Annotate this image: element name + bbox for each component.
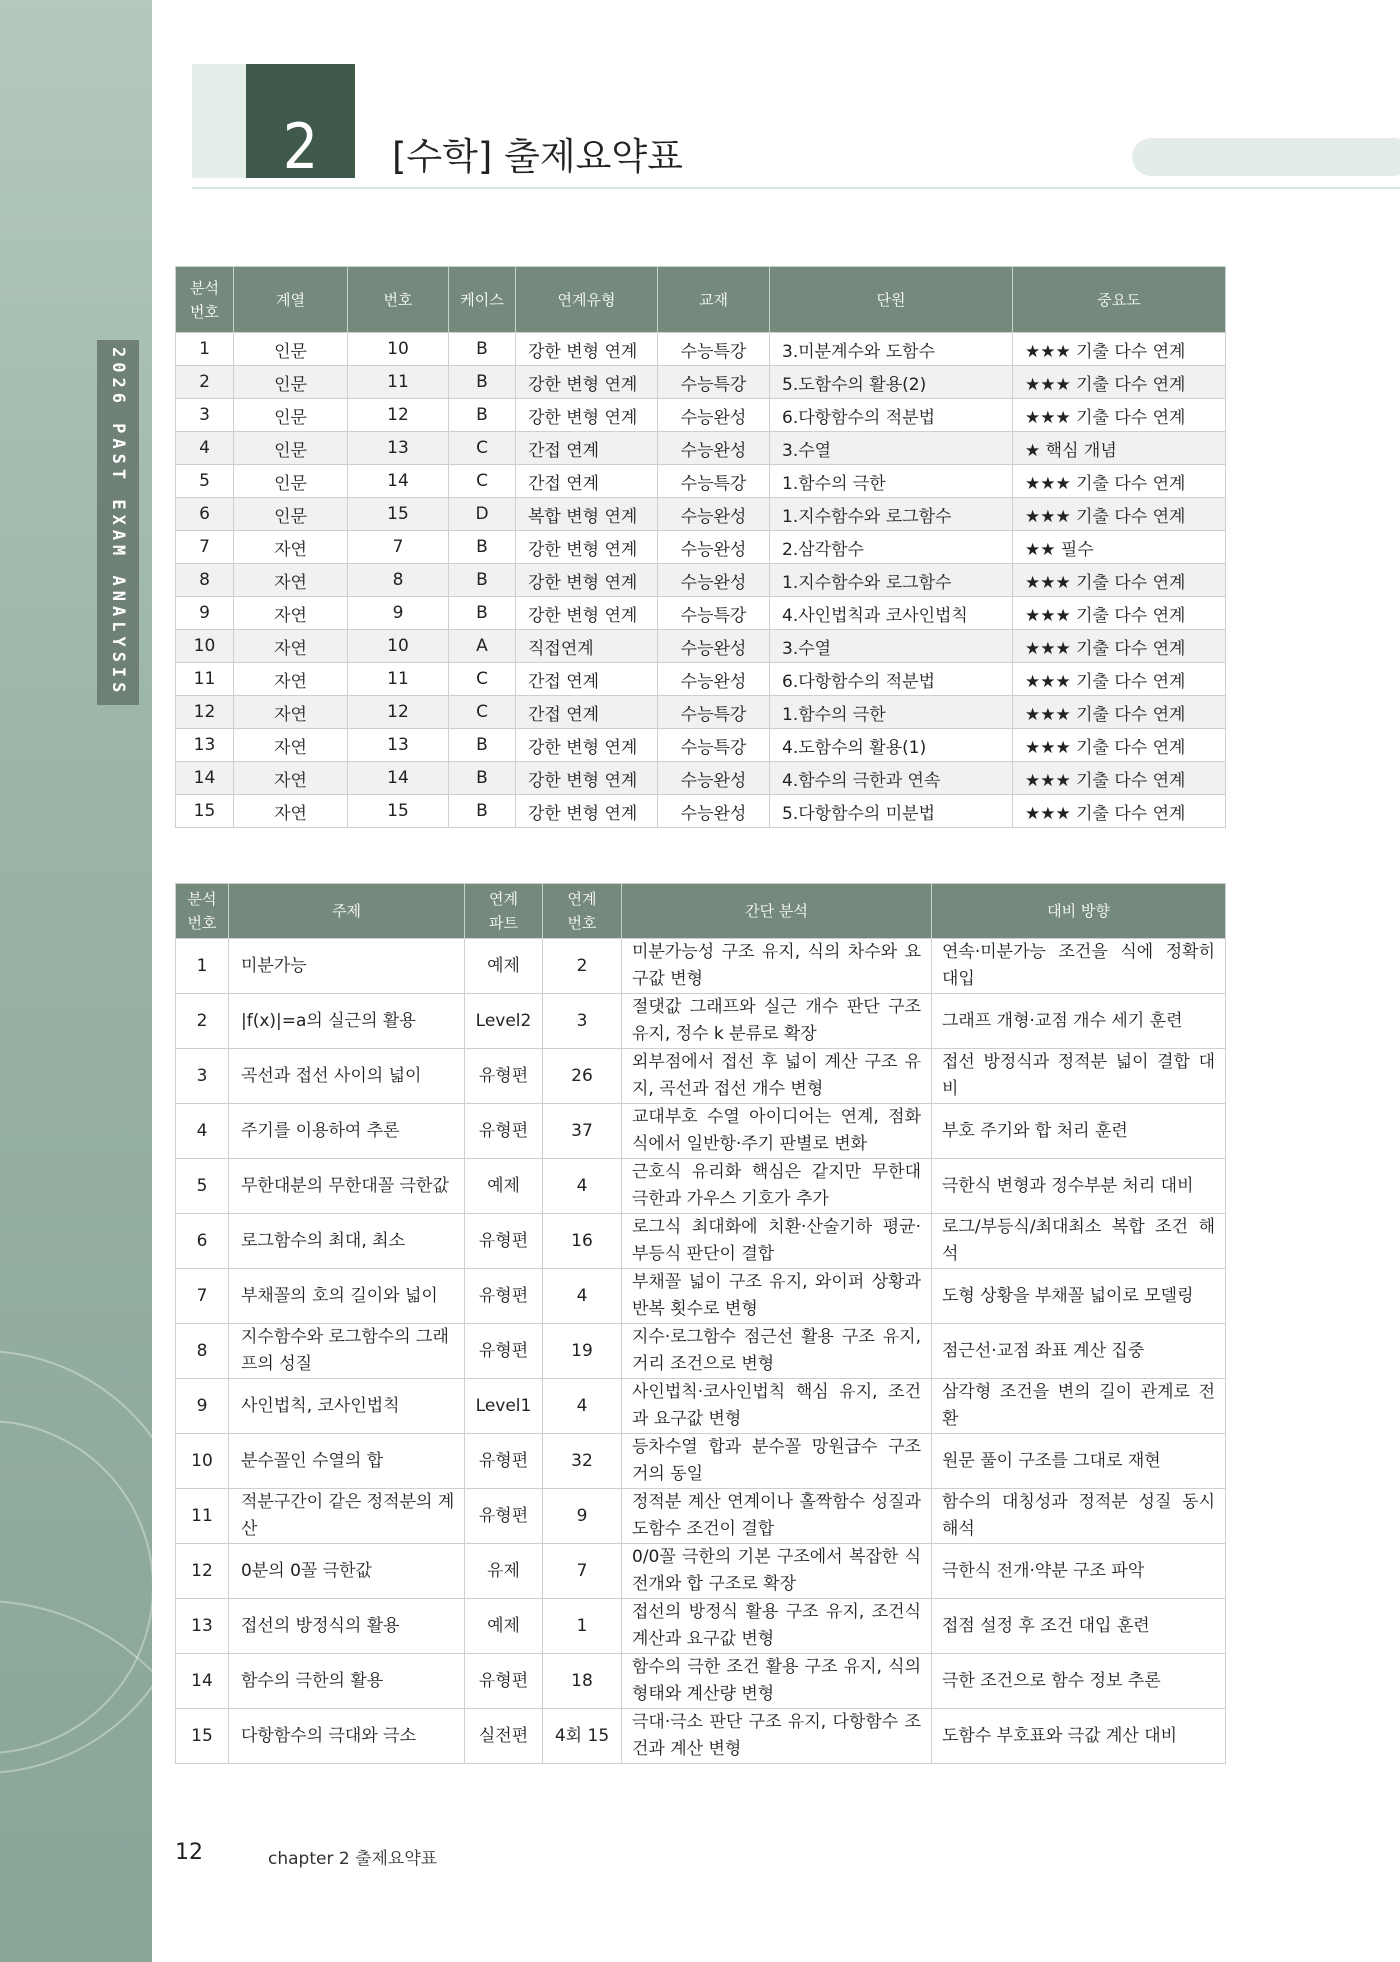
table-cell: 수능특강: [658, 465, 770, 498]
column-header: 계열: [234, 267, 348, 333]
table-cell: 강한 변형 연계: [516, 762, 658, 795]
table-cell: 13: [176, 1599, 229, 1654]
table-cell: 15: [348, 795, 449, 828]
column-header: 주제: [229, 884, 465, 939]
table-cell: 접선의 방정식 활용 구조 유지, 조건식 계산과 요구값 변형: [622, 1599, 932, 1654]
table-cell: 자연: [234, 531, 348, 564]
analysis-table: [175, 883, 1226, 1764]
table-cell: 9: [543, 1489, 622, 1544]
table-cell: 인문: [234, 333, 348, 366]
table-cell: 13: [348, 432, 449, 465]
table-cell: 사인법칙, 코사인법칙: [229, 1379, 465, 1434]
table-cell: 8: [176, 1324, 229, 1379]
table-cell: 유형편: [465, 1104, 543, 1159]
table-cell: ★★★ 기출 다수 연계: [1013, 597, 1226, 630]
table-cell: 접선 방정식과 정적분 넓이 결합 대비: [932, 1049, 1226, 1104]
table-cell: 분수꼴인 수열의 합: [229, 1434, 465, 1489]
column-header: 번호: [348, 267, 449, 333]
table-cell: 극한식 전개·약분 구조 파악: [932, 1544, 1226, 1599]
table-row: [176, 1324, 1226, 1379]
table-row: [176, 1434, 1226, 1489]
table-cell: 5: [176, 465, 234, 498]
table-cell: 9: [348, 597, 449, 630]
table-row: [176, 432, 1226, 465]
table-cell: C: [449, 465, 516, 498]
table-cell: 4.도함수의 활용(1): [770, 729, 1013, 762]
table-cell: 3.수열: [770, 432, 1013, 465]
table-cell: 12: [348, 696, 449, 729]
table-cell: B: [449, 564, 516, 597]
table-cell: B: [449, 795, 516, 828]
table-cell: 3: [543, 994, 622, 1049]
table-cell: 극한 조건으로 함수 정보 추론: [932, 1654, 1226, 1709]
table-cell: 2: [176, 366, 234, 399]
table-cell: 인문: [234, 465, 348, 498]
table-cell: 11: [348, 663, 449, 696]
table-cell: 함수의 극한 조건 활용 구조 유지, 식의 형태와 계산량 변형: [622, 1654, 932, 1709]
table-cell: 14: [176, 1654, 229, 1709]
table-cell: 14: [176, 762, 234, 795]
table-row: [176, 1104, 1226, 1159]
table-cell: 8: [348, 564, 449, 597]
table-row: [176, 1269, 1226, 1324]
table-cell: 유형편: [465, 1324, 543, 1379]
table-cell: 지수·로그함수 점근선 활용 구조 유지, 거리 조건으로 변형: [622, 1324, 932, 1379]
table-row: [176, 1159, 1226, 1214]
table-cell: 정적분 계산 연계이나 홀짝함수 성질과 도함수 조건이 결합: [622, 1489, 932, 1544]
table-cell: 6: [176, 498, 234, 531]
table-row: [176, 795, 1226, 828]
table-cell: ★★★ 기출 다수 연계: [1013, 696, 1226, 729]
table-cell: 곡선과 접선 사이의 넓이: [229, 1049, 465, 1104]
table-cell: 강한 변형 연계: [516, 333, 658, 366]
table-row: [176, 1544, 1226, 1599]
table-cell: 5.다항함수의 미분법: [770, 795, 1013, 828]
table-cell: 점근선·교점 좌표 계산 집중: [932, 1324, 1226, 1379]
table-cell: 1.지수함수와 로그함수: [770, 498, 1013, 531]
table-cell: 수능완성: [658, 795, 770, 828]
table-cell: B: [449, 366, 516, 399]
table-cell: Level1: [465, 1379, 543, 1434]
table-cell: ★★★ 기출 다수 연계: [1013, 663, 1226, 696]
table-row: [176, 1709, 1226, 1764]
table-cell: 26: [543, 1049, 622, 1104]
table-cell: D: [449, 498, 516, 531]
table-cell: 유형편: [465, 1654, 543, 1709]
column-header: 케이스: [449, 267, 516, 333]
table-cell: 수능특강: [658, 729, 770, 762]
table-row: [176, 333, 1226, 366]
table-cell: 15: [176, 795, 234, 828]
table-cell: 강한 변형 연계: [516, 399, 658, 432]
table-cell: 4회 15: [543, 1709, 622, 1764]
table-cell: 지수함수와 로그함수의 그래프의 성질: [229, 1324, 465, 1379]
table-cell: 유형편: [465, 1269, 543, 1324]
table-cell: 4.함수의 극한과 연속: [770, 762, 1013, 795]
table-row: [176, 1379, 1226, 1434]
table-cell: 7: [543, 1544, 622, 1599]
column-header: 단원: [770, 267, 1013, 333]
table-cell: 3: [176, 399, 234, 432]
table-cell: 자연: [234, 663, 348, 696]
table-cell: ★★★ 기출 다수 연계: [1013, 729, 1226, 762]
table-cell: 유형편: [465, 1049, 543, 1104]
table-row: [176, 597, 1226, 630]
table-cell: 7: [176, 531, 234, 564]
table-cell: 자연: [234, 795, 348, 828]
table-cell: 7: [176, 1269, 229, 1324]
table-cell: 6.다항함수의 적분법: [770, 663, 1013, 696]
table-cell: 37: [543, 1104, 622, 1159]
table-cell: 예제: [465, 1599, 543, 1654]
table-cell: 11: [348, 366, 449, 399]
table-cell: B: [449, 399, 516, 432]
table-cell: B: [449, 333, 516, 366]
table-cell: 자연: [234, 729, 348, 762]
table-cell: C: [449, 696, 516, 729]
table-cell: 자연: [234, 696, 348, 729]
table-cell: 5: [176, 1159, 229, 1214]
table-row: [176, 366, 1226, 399]
table-cell: 15: [176, 1709, 229, 1764]
table-cell: 수능완성: [658, 498, 770, 531]
table-cell: 4: [543, 1379, 622, 1434]
table-cell: 14: [348, 762, 449, 795]
table-cell: ★★★ 기출 다수 연계: [1013, 564, 1226, 597]
column-header: 연계 파트: [465, 884, 543, 939]
table-cell: 18: [543, 1654, 622, 1709]
table-row: [176, 994, 1226, 1049]
table-cell: 극대·극소 판단 구조 유지, 다항함수 조건과 계산 변형: [622, 1709, 932, 1764]
table-cell: 11: [176, 663, 234, 696]
table-cell: 6.다항함수의 적분법: [770, 399, 1013, 432]
table-row: [176, 1489, 1226, 1544]
table-cell: 6: [176, 1214, 229, 1269]
table-cell: ★★★ 기출 다수 연계: [1013, 762, 1226, 795]
table-cell: 미분가능성 구조 유지, 식의 차수와 요구값 변형: [622, 939, 932, 994]
table-cell: 3.미분계수와 도함수: [770, 333, 1013, 366]
table-cell: 유형편: [465, 1489, 543, 1544]
table-cell: 4: [176, 1104, 229, 1159]
column-header: 대비 방향: [932, 884, 1226, 939]
table-cell: C: [449, 663, 516, 696]
table-cell: 주기를 이용하여 추론: [229, 1104, 465, 1159]
table-cell: 1.함수의 극한: [770, 696, 1013, 729]
table-cell: 다항함수의 극대와 극소: [229, 1709, 465, 1764]
table-cell: 강한 변형 연계: [516, 564, 658, 597]
table-cell: 수능완성: [658, 564, 770, 597]
table-cell: 12: [348, 399, 449, 432]
table-cell: ★★★ 기출 다수 연계: [1013, 333, 1226, 366]
column-header: 연계유형: [516, 267, 658, 333]
table-cell: 1.함수의 극한: [770, 465, 1013, 498]
table-cell: ★★★ 기출 다수 연계: [1013, 465, 1226, 498]
column-header: 교재: [658, 267, 770, 333]
column-header: 분석 번호: [176, 267, 234, 333]
table-cell: 8: [176, 564, 234, 597]
table-row: [176, 1049, 1226, 1104]
table-cell: ★★★ 기출 다수 연계: [1013, 498, 1226, 531]
table-cell: 예제: [465, 1159, 543, 1214]
table-cell: 32: [543, 1434, 622, 1489]
page-number: 12: [175, 1840, 203, 1865]
table-cell: B: [449, 729, 516, 762]
table-cell: 10: [348, 333, 449, 366]
table-cell: 로그/부등식/최대최소 복합 조건 해석: [932, 1214, 1226, 1269]
table-cell: 7: [348, 531, 449, 564]
table-cell: 수능완성: [658, 399, 770, 432]
table-cell: 간접 연계: [516, 465, 658, 498]
table-cell: 강한 변형 연계: [516, 531, 658, 564]
table-cell: 자연: [234, 630, 348, 663]
table-cell: 실전편: [465, 1709, 543, 1764]
table-cell: 4: [176, 432, 234, 465]
table-cell: C: [449, 432, 516, 465]
table-cell: 자연: [234, 597, 348, 630]
table-cell: 교대부호 수열 아이디어는 연계, 점화식에서 일반항·주기 판별로 변화: [622, 1104, 932, 1159]
table-cell: 15: [348, 498, 449, 531]
table-cell: 10: [176, 1434, 229, 1489]
table-row: [176, 939, 1226, 994]
column-header: 분석 번호: [176, 884, 229, 939]
table-cell: 수능완성: [658, 432, 770, 465]
table-cell: 유제: [465, 1544, 543, 1599]
column-header: 중요도: [1013, 267, 1226, 333]
table-cell: 3: [176, 1049, 229, 1104]
table-cell: 11: [176, 1489, 229, 1544]
table-cell: 그래프 개형·교점 개수 세기 훈련: [932, 994, 1226, 1049]
table-cell: 부호 주기와 합 처리 훈련: [932, 1104, 1226, 1159]
table-cell: 10: [176, 630, 234, 663]
header-divider: [192, 187, 1400, 189]
table-cell: 수능완성: [658, 762, 770, 795]
table-cell: 직접연계: [516, 630, 658, 663]
table-cell: 10: [348, 630, 449, 663]
table-row: [176, 1599, 1226, 1654]
table-cell: 부채꼴 넓이 구조 유지, 와이퍼 상황과 반복 횟수로 변형: [622, 1269, 932, 1324]
table-cell: 미분가능: [229, 939, 465, 994]
table-cell: 2.삼각함수: [770, 531, 1013, 564]
table-row: [176, 399, 1226, 432]
table-row: [176, 564, 1226, 597]
table-cell: 극한식 변형과 정수부분 처리 대비: [932, 1159, 1226, 1214]
table-cell: 도형 상황을 부채꼴 넓이로 모델링: [932, 1269, 1226, 1324]
side-label: 2026 PAST EXAM ANALYSIS: [97, 340, 139, 705]
table-row: [176, 729, 1226, 762]
table-cell: 수능완성: [658, 531, 770, 564]
table-cell: 강한 변형 연계: [516, 597, 658, 630]
table-cell: 13: [348, 729, 449, 762]
table-cell: 14: [348, 465, 449, 498]
table-cell: 복합 변형 연계: [516, 498, 658, 531]
table-cell: 간접 연계: [516, 663, 658, 696]
table-cell: B: [449, 597, 516, 630]
table-cell: A: [449, 630, 516, 663]
table-cell: 무한대분의 무한대꼴 극한값: [229, 1159, 465, 1214]
table-cell: 9: [176, 1379, 229, 1434]
table-cell: 간접 연계: [516, 696, 658, 729]
table-cell: 근호식 유리화 핵심은 같지만 무한대 극한과 가우스 기호가 추가: [622, 1159, 932, 1214]
table-cell: B: [449, 531, 516, 564]
table-cell: 수능완성: [658, 663, 770, 696]
table-cell: 연속·미분가능 조건을 식에 정확히 대입: [932, 939, 1226, 994]
table-cell: 인문: [234, 399, 348, 432]
table-cell: ★★ 필수: [1013, 531, 1226, 564]
table-cell: 수능특강: [658, 696, 770, 729]
table-cell: 인문: [234, 432, 348, 465]
table-cell: 도함수 부호표와 극값 계산 대비: [932, 1709, 1226, 1764]
table-cell: 강한 변형 연계: [516, 366, 658, 399]
table-cell: 1.지수함수와 로그함수: [770, 564, 1013, 597]
table-row: [176, 498, 1226, 531]
table-cell: 1: [543, 1599, 622, 1654]
table-cell: 접선의 방정식의 활용: [229, 1599, 465, 1654]
table-cell: ★★★ 기출 다수 연계: [1013, 795, 1226, 828]
summary-table: [175, 266, 1226, 828]
table-row: [176, 762, 1226, 795]
table-cell: 부채꼴의 호의 길이와 넓이: [229, 1269, 465, 1324]
table-cell: 12: [176, 1544, 229, 1599]
table-cell: ★★★ 기출 다수 연계: [1013, 366, 1226, 399]
table-cell: |f(x)|=a의 실근의 활용: [229, 994, 465, 1049]
table-cell: 16: [543, 1214, 622, 1269]
table-cell: 삼각형 조건을 변의 길이 관계로 전환: [932, 1379, 1226, 1434]
table-cell: 외부점에서 접선 후 넓이 계산 구조 유지, 곡선과 접선 개수 변형: [622, 1049, 932, 1104]
table-cell: 등차수열 합과 분수꼴 망원급수 구조 거의 동일: [622, 1434, 932, 1489]
table-cell: 3.수열: [770, 630, 1013, 663]
table-row: [176, 1214, 1226, 1269]
table-cell: 19: [543, 1324, 622, 1379]
table-cell: 4: [543, 1159, 622, 1214]
table-cell: 수능특강: [658, 366, 770, 399]
table-cell: 간접 연계: [516, 432, 658, 465]
table-cell: 12: [176, 696, 234, 729]
column-header: 간단 분석: [622, 884, 932, 939]
table-cell: 유형편: [465, 1214, 543, 1269]
table-cell: 강한 변형 연계: [516, 729, 658, 762]
table-cell: 4: [543, 1269, 622, 1324]
table-cell: 인문: [234, 366, 348, 399]
left-decorative-sidebar: [0, 0, 152, 1962]
table-cell: 수능특강: [658, 333, 770, 366]
table-cell: ★★★ 기출 다수 연계: [1013, 630, 1226, 663]
table-cell: ★ 핵심 개념: [1013, 432, 1226, 465]
table-cell: 4.사인법칙과 코사인법칙: [770, 597, 1013, 630]
table-cell: Level2: [465, 994, 543, 1049]
table-cell: 1: [176, 333, 234, 366]
table-cell: 13: [176, 729, 234, 762]
table-cell: 접점 설정 후 조건 대입 훈련: [932, 1599, 1226, 1654]
decorative-circle: [0, 1600, 152, 1962]
table-cell: 유형편: [465, 1434, 543, 1489]
table-row: [176, 531, 1226, 564]
table-cell: ★★★ 기출 다수 연계: [1013, 399, 1226, 432]
chapter-number: 2: [246, 64, 355, 178]
table-cell: 사인법칙·코사인법칙 핵심 유지, 조건과 요구값 변형: [622, 1379, 932, 1434]
table-cell: 함수의 대칭성과 정적분 성질 동시 해석: [932, 1489, 1226, 1544]
table-cell: 수능특강: [658, 597, 770, 630]
table-cell: 원문 풀이 구조를 그대로 재현: [932, 1434, 1226, 1489]
header-decoration: [1132, 138, 1400, 176]
table-row: [176, 1654, 1226, 1709]
table-cell: 0분의 0꼴 극한값: [229, 1544, 465, 1599]
table-row: [176, 630, 1226, 663]
table-cell: 5.도함수의 활용(2): [770, 366, 1013, 399]
table-cell: 2: [176, 994, 229, 1049]
table-cell: 1: [176, 939, 229, 994]
table-cell: 자연: [234, 762, 348, 795]
table-cell: 2: [543, 939, 622, 994]
table-cell: 로그식 최대화에 치환·산술기하 평균·부등식 판단이 결합: [622, 1214, 932, 1269]
chapter-label: chapter 2 출제요약표: [268, 1849, 438, 1869]
table-cell: 수능완성: [658, 630, 770, 663]
table-cell: 로그함수의 최대, 최소: [229, 1214, 465, 1269]
table-cell: 0/0꼴 극한의 기본 구조에서 복잡한 식 전개와 합 구조로 확장: [622, 1544, 932, 1599]
table-row: [176, 696, 1226, 729]
table-cell: 절댓값 그래프와 실근 개수 판단 구조 유지, 정수 k 분류로 확장: [622, 994, 932, 1049]
table-cell: 예제: [465, 939, 543, 994]
table-row: [176, 663, 1226, 696]
table-cell: 함수의 극한의 활용: [229, 1654, 465, 1709]
table-cell: B: [449, 762, 516, 795]
table-cell: 자연: [234, 564, 348, 597]
table-cell: 강한 변형 연계: [516, 795, 658, 828]
column-header: 연계 번호: [543, 884, 622, 939]
table-cell: 인문: [234, 498, 348, 531]
table-cell: 적분구간이 같은 정적분의 계산: [229, 1489, 465, 1544]
table-row: [176, 465, 1226, 498]
page-title: [수학] 출제요약표: [392, 135, 683, 178]
table-cell: 9: [176, 597, 234, 630]
